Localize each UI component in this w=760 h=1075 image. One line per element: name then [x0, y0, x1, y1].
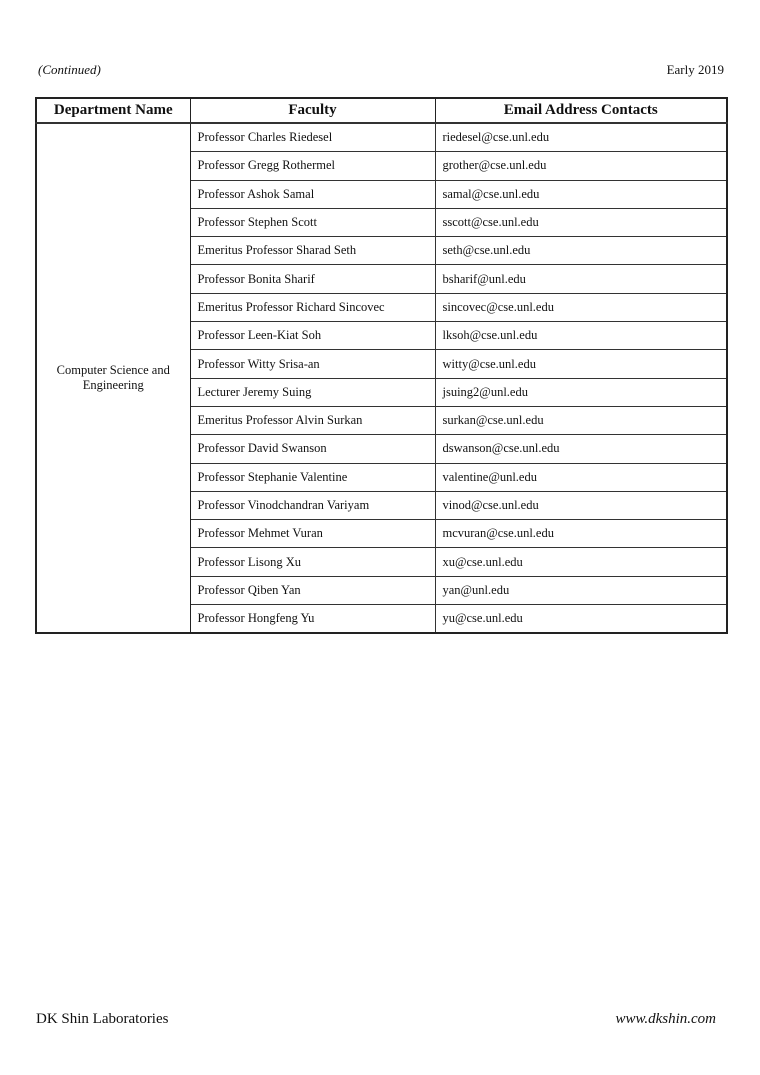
email-cell: sscott@cse.unl.edu — [435, 208, 727, 236]
email-cell: mcvuran@cse.unl.edu — [435, 520, 727, 548]
header-row — [36, 98, 727, 123]
email-cell: sincovec@cse.unl.edu — [435, 293, 727, 321]
email-cell: jsuing2@unl.edu — [435, 378, 727, 406]
table-row — [36, 123, 727, 152]
table-header — [36, 98, 727, 123]
email-cell: yu@cse.unl.edu — [435, 605, 727, 634]
footer-website: www.dkshin.com — [615, 1011, 716, 1027]
faculty-name-cell: Professor David Swanson — [190, 435, 435, 463]
email-cell: riedesel@cse.unl.edu — [435, 123, 727, 152]
email-cell: xu@cse.unl.edu — [435, 548, 727, 576]
faculty-name-cell: Emeritus Professor Alvin Surkan — [190, 406, 435, 434]
email-cell: seth@cse.unl.edu — [435, 237, 727, 265]
email-cell: valentine@unl.edu — [435, 463, 727, 491]
faculty-name-cell: Emeritus Professor Sharad Seth — [190, 237, 435, 265]
email-cell: grother@cse.unl.edu — [435, 152, 727, 180]
date-label: Early 2019 — [666, 62, 724, 77]
column-header-faculty: Faculty — [190, 98, 435, 123]
faculty-contacts-table — [35, 97, 728, 634]
faculty-name-cell: Professor Leen-Kiat Soh — [190, 322, 435, 350]
faculty-name-cell: Professor Ashok Samal — [190, 180, 435, 208]
faculty-name-cell: Professor Qiben Yan — [190, 576, 435, 604]
email-cell: surkan@cse.unl.edu — [435, 406, 727, 434]
faculty-name-cell: Professor Gregg Rothermel — [190, 152, 435, 180]
email-cell: witty@cse.unl.edu — [435, 350, 727, 378]
email-cell: vinod@cse.unl.edu — [435, 491, 727, 519]
footer-company-name: DK Shin Laboratories — [36, 1011, 169, 1027]
email-cell: yan@unl.edu — [435, 576, 727, 604]
faculty-name-cell: Professor Stephen Scott — [190, 208, 435, 236]
email-cell: bsharif@unl.edu — [435, 265, 727, 293]
faculty-name-cell: Professor Vinodchandran Variyam — [190, 491, 435, 519]
email-cell: lksoh@cse.unl.edu — [435, 322, 727, 350]
continued-label: (Continued) — [38, 62, 101, 77]
email-cell: dswanson@cse.unl.edu — [435, 435, 727, 463]
faculty-name-cell: Professor Mehmet Vuran — [190, 520, 435, 548]
faculty-name-cell: Professor Charles Riedesel — [190, 123, 435, 152]
faculty-name-cell: Lecturer Jeremy Suing — [190, 378, 435, 406]
column-header-department: Department Name — [36, 98, 190, 123]
faculty-name-cell: Professor Witty Srisa-an — [190, 350, 435, 378]
faculty-name-cell: Professor Hongfeng Yu — [190, 605, 435, 634]
faculty-name-cell: Professor Bonita Sharif — [190, 265, 435, 293]
department-name-cell: Computer Science and Engineering — [36, 123, 190, 633]
faculty-name-cell: Professor Lisong Xu — [190, 548, 435, 576]
email-cell: samal@cse.unl.edu — [435, 180, 727, 208]
faculty-name-cell: Professor Stephanie Valentine — [190, 463, 435, 491]
faculty-name-cell: Emeritus Professor Richard Sincovec — [190, 293, 435, 321]
column-header-email: Email Address Contacts — [435, 98, 727, 123]
table-body — [36, 123, 727, 633]
